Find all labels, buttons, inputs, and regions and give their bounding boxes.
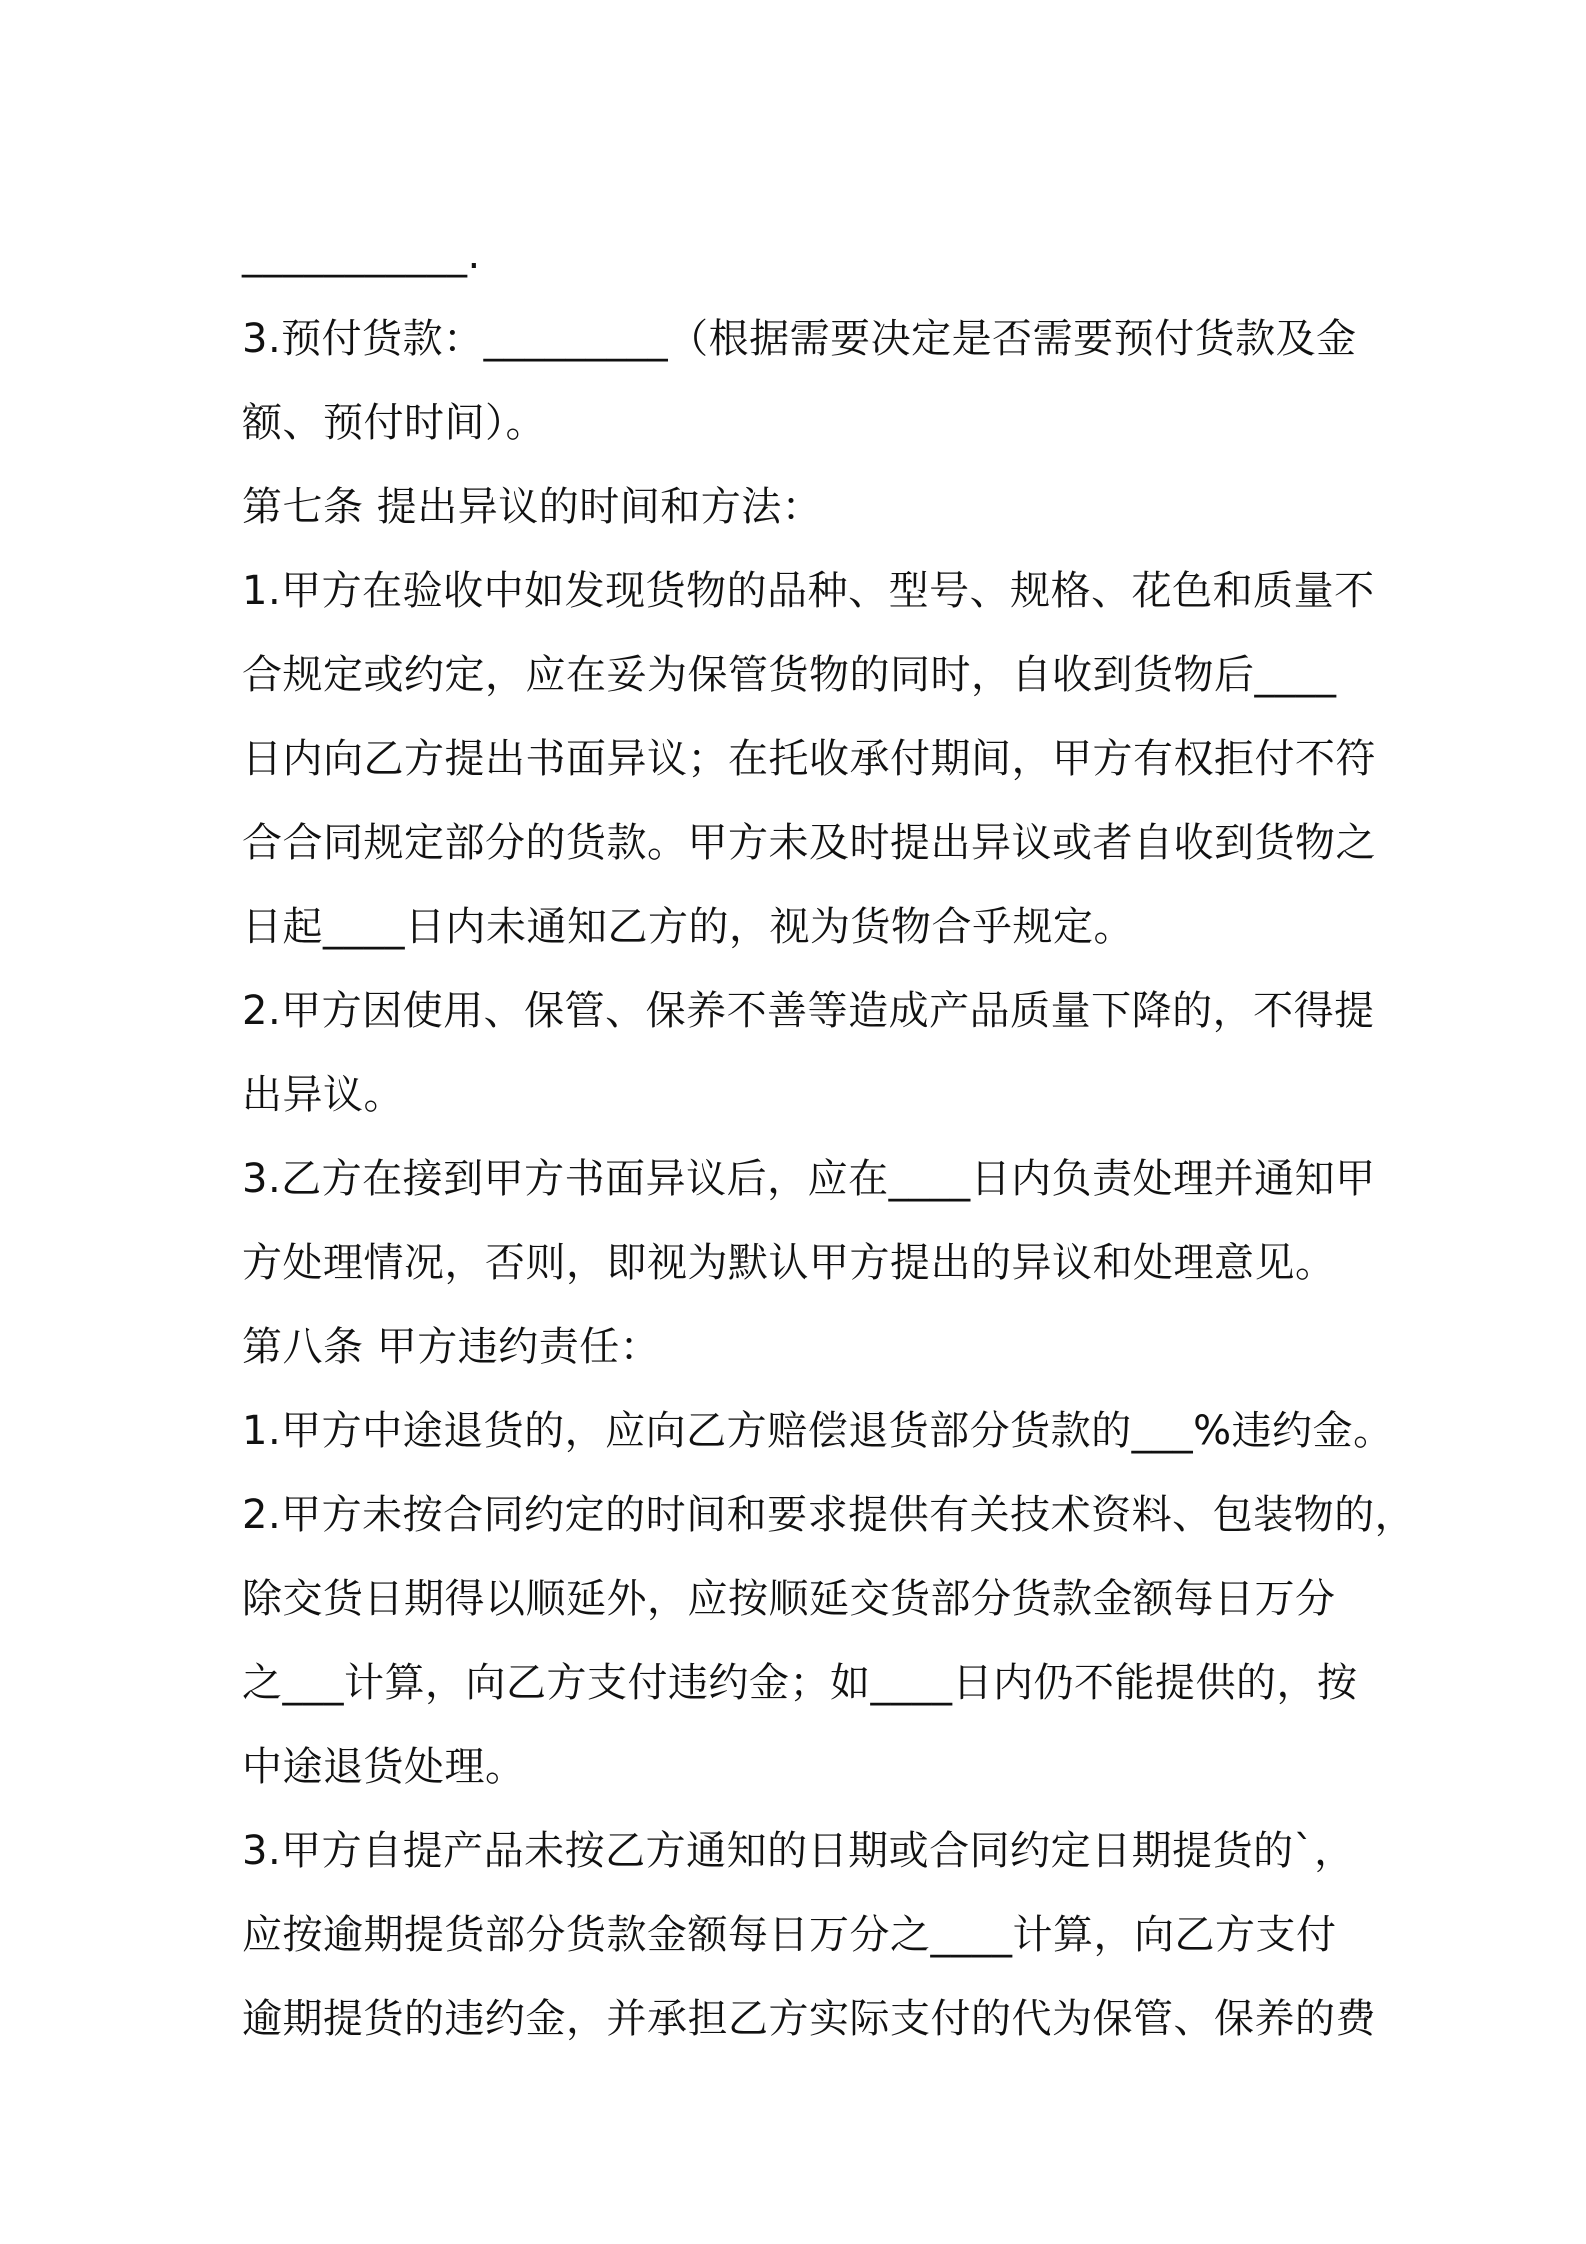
text-line: 逾期提货的违约金，并承担乙方实际支付的代为保管、保养的费 bbox=[242, 1996, 1376, 2042]
text-line: 3.乙方在接到甲方书面异议后，应在____日内负责处理并通知甲 bbox=[242, 1156, 1376, 1202]
text-line: 1.甲方中途退货的，应向乙方赔偿退货部分货款的___%违约金。 bbox=[242, 1408, 1394, 1454]
text-line: 合合同规定部分的货款。甲方未及时提出异议或者自收到货物之 bbox=[242, 820, 1376, 866]
section-heading: 第七条 提出异议的时间和方法： bbox=[242, 484, 823, 530]
text-line: 合规定或约定，应在妥为保管货物的同时，自收到货物后____ bbox=[242, 652, 1337, 698]
text-line: 1.甲方在验收中如发现货物的品种、型号、规格、花色和质量不 bbox=[242, 568, 1375, 614]
text-line: 中途退货处理。 bbox=[242, 1744, 526, 1790]
text-line: 3.预付货款：_________（根据需要决定是否需要预付货款及金 bbox=[242, 316, 1357, 362]
text-line: 2.甲方未按合同约定的时间和要求提供有关技术资料、包装物的， bbox=[242, 1492, 1416, 1538]
text-line: 3.甲方自提产品未按乙方通知的日期或合同约定日期提货的`， bbox=[242, 1828, 1355, 1874]
text-line: 额、预付时间）。 bbox=[242, 400, 546, 446]
text-line: 之___计算，向乙方支付违约金；如____日内仍不能提供的，按 bbox=[242, 1660, 1358, 1706]
contract-text-body bbox=[242, 213, 1416, 2061]
section-heading: 第八条 甲方违约责任： bbox=[242, 1324, 661, 1370]
text-line: 应按逾期提货部分货款金额每日万分之____计算，向乙方支付 bbox=[242, 1912, 1337, 1958]
text-line: 日内向乙方提出书面异议；在托收承付期间，甲方有权拒付不符 bbox=[242, 736, 1376, 782]
text-line: 出异议。 bbox=[242, 1072, 404, 1118]
text-line: 除交货日期得以顺延外，应按顺延交货部分货款金额每日万分 bbox=[242, 1576, 1336, 1622]
text-line: ___________. bbox=[242, 232, 481, 278]
text-line: 日起____日内未通知乙方的，视为货物合乎规定。 bbox=[242, 904, 1134, 950]
text-line: 2.甲方因使用、保管、保养不善等造成产品质量下降的，不得提 bbox=[242, 988, 1375, 1034]
text-line: 方处理情况，否则，即视为默认甲方提出的异议和处理意见。 bbox=[242, 1240, 1336, 1286]
